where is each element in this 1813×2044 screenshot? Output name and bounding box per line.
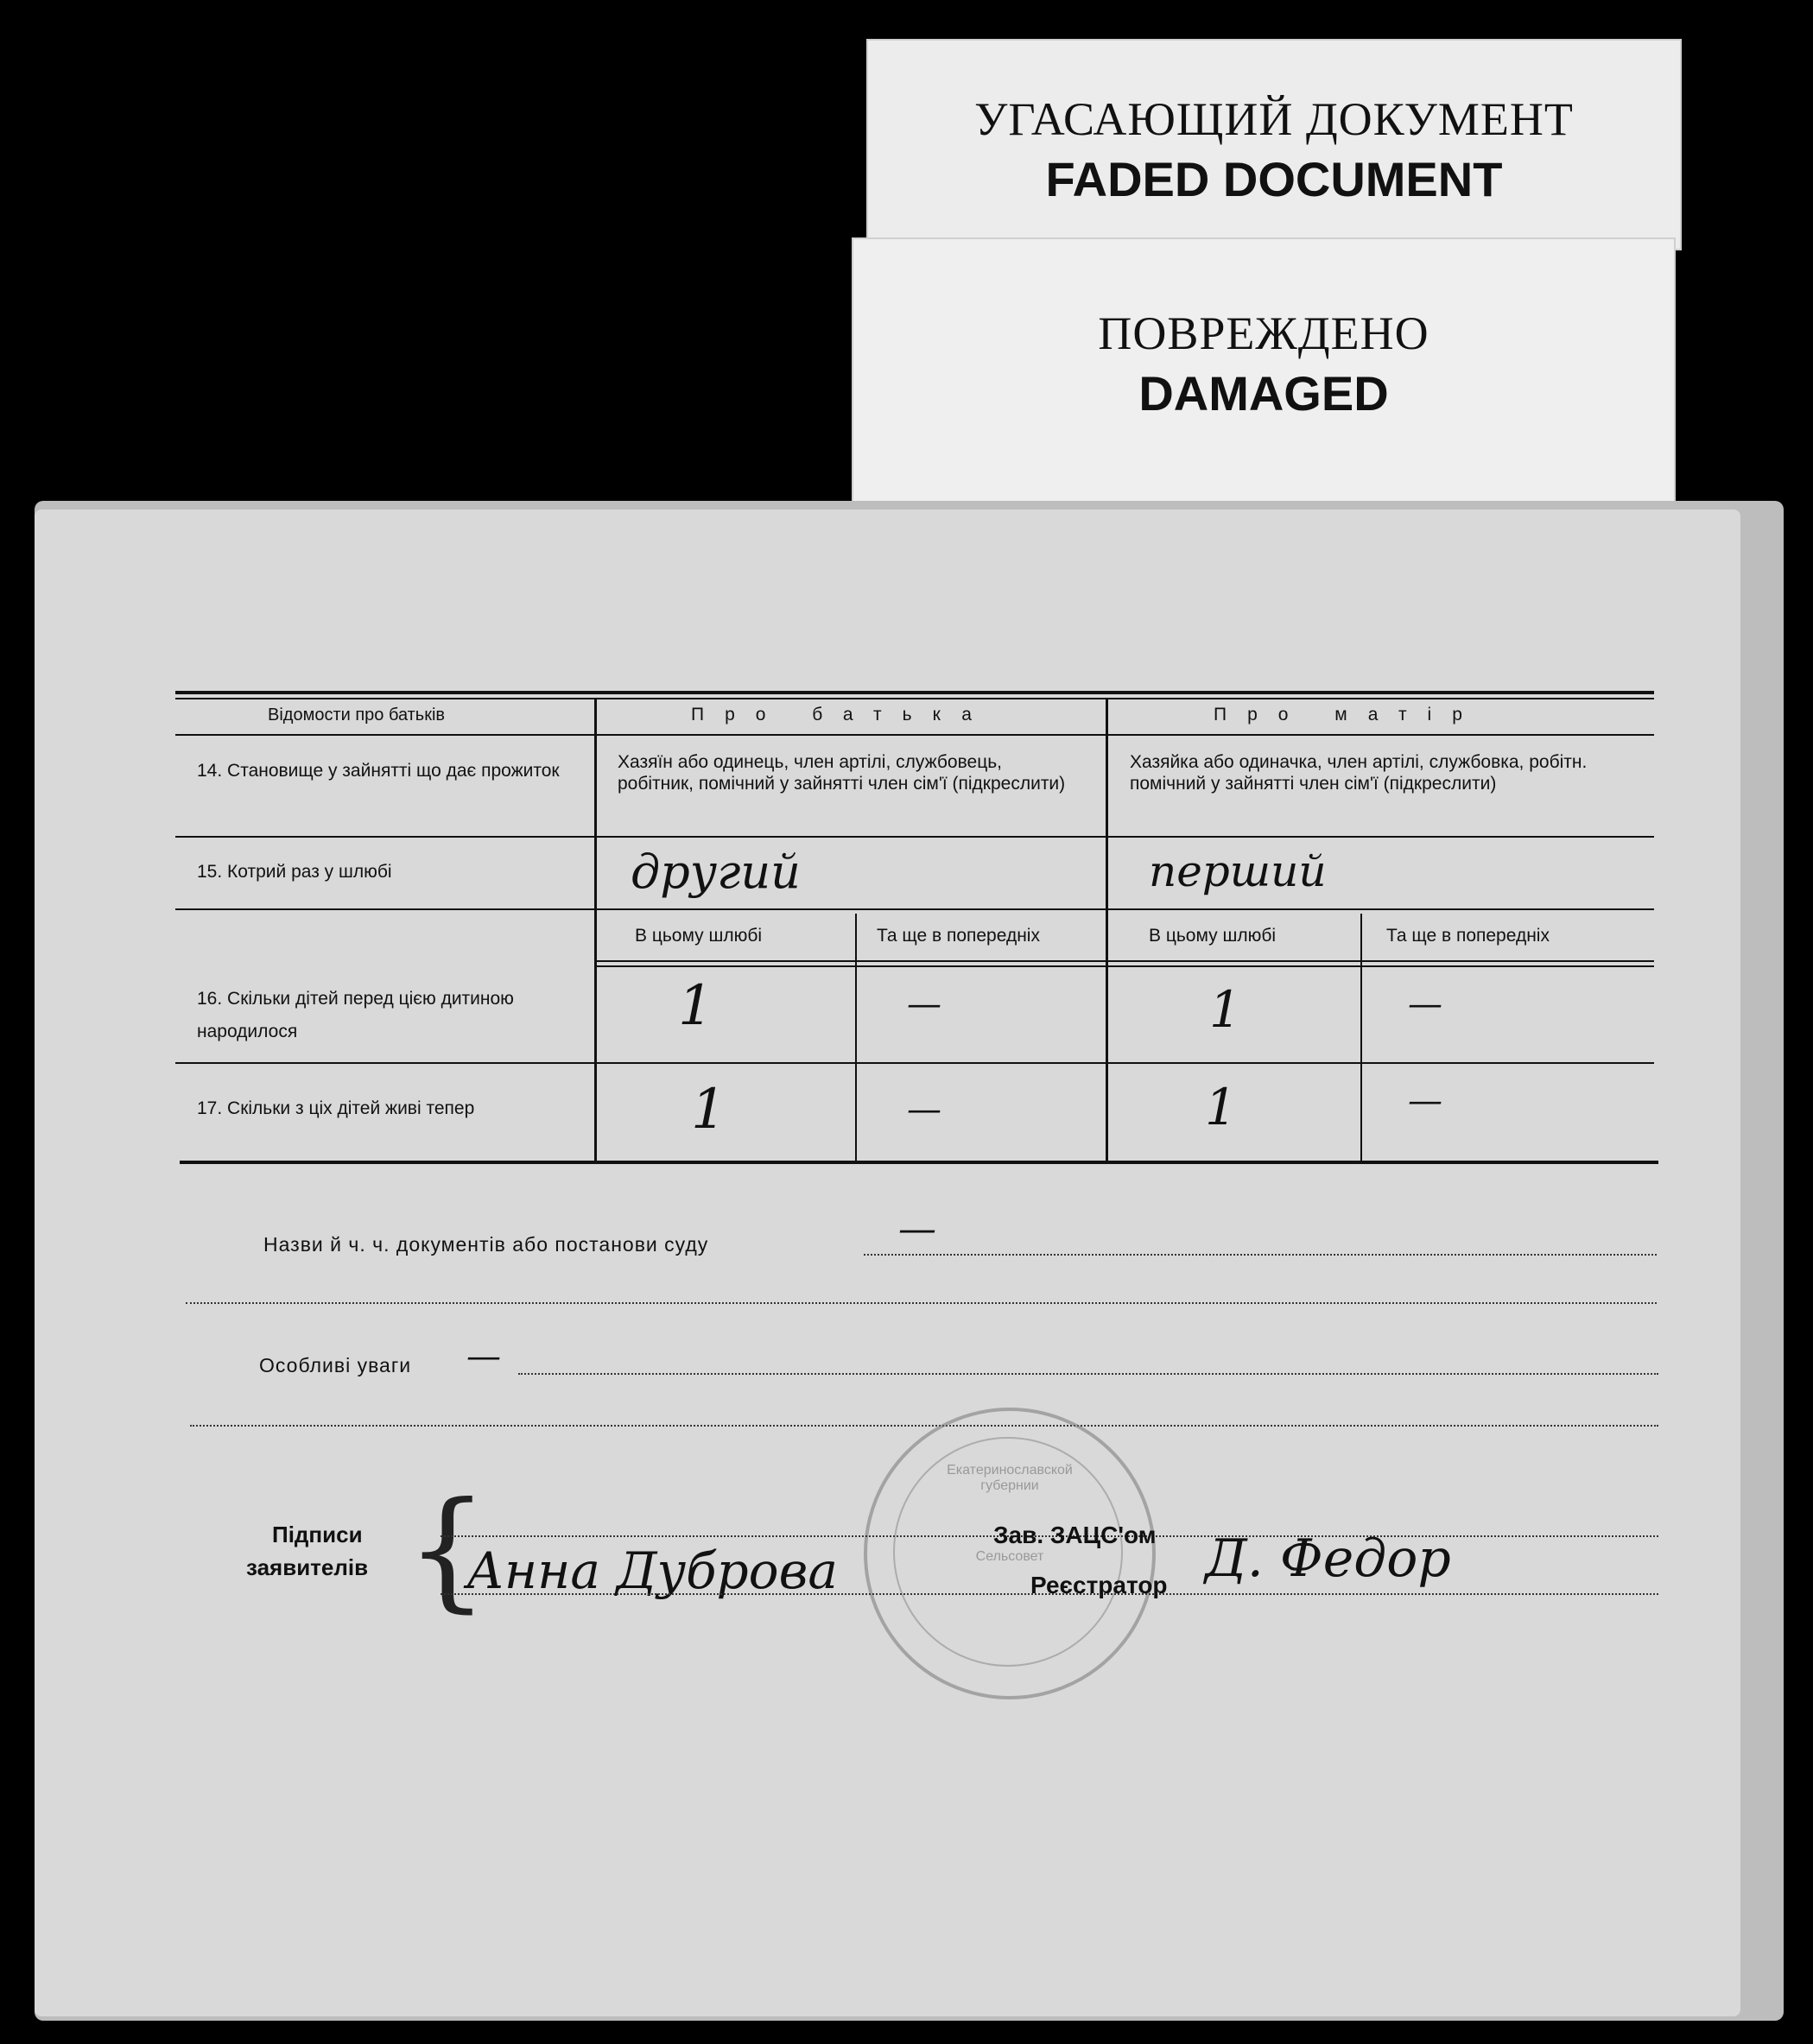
document-sheet — [35, 509, 1740, 2016]
table-bottom-rule — [180, 1161, 1658, 1164]
row16-mother-current: 1 — [1209, 980, 1241, 1039]
subheader-father-current: В цьому шлюбі — [635, 926, 763, 946]
row15-mother-value: перший — [1149, 846, 1327, 896]
notes-dotted-line-2 — [190, 1425, 1658, 1427]
faded-document-label — [866, 39, 1682, 250]
row15-rule — [175, 908, 1654, 910]
row14-father: Хазяїн або одинець, член артілі, службовець, робітник, помічний у зайнятті член сім'ї (підкреслити) — [618, 752, 1066, 794]
col-sep-father — [855, 914, 857, 1164]
table-top-rule — [175, 691, 1654, 694]
stamp-text-1: Екатеринославской губернии — [947, 1463, 1073, 1493]
row14-mother: Хазяйка або одиначка, член артілі, службовка, робітн. помічний у зайнятті член сім'ї (підкреслити) — [1130, 752, 1588, 794]
damaged-label-ru: ПОВРЕЖДЕНО — [1098, 307, 1429, 359]
row17-label: 17. Скільки з ціх дітей живі тепер — [197, 1098, 475, 1118]
row15-father-value: другий — [631, 845, 801, 899]
documents-dotted-line-2 — [186, 1302, 1657, 1304]
faded-label-ru: УГАСАЮЩИЙ ДОКУМЕНТ — [974, 93, 1574, 145]
row17-father-current: 1 — [691, 1078, 726, 1142]
documents-label: Назви й ч. ч. документів або постанови суду — [263, 1233, 709, 1256]
header-mother: Про матір — [1214, 705, 1483, 725]
header-father: Про батька — [691, 705, 992, 725]
parents-form — [35, 509, 1740, 2016]
col-sep-1 — [594, 698, 597, 1164]
stamp-text-2: Сельсовет — [975, 1549, 1044, 1564]
col-sep-2 — [1106, 698, 1108, 1164]
subheader-rule-2 — [596, 965, 1654, 967]
head-label: Зав. ЗАЦС'ом — [993, 1522, 1157, 1548]
row14-label: 14. Становище у зайнятті що дає прожиток — [197, 761, 560, 781]
subheader-father-previous: Та ще в попередніх — [877, 926, 1040, 946]
applicants-label-2: заявителів — [246, 1554, 369, 1580]
row16-father-current: 1 — [678, 974, 713, 1038]
notes-value: — — [466, 1337, 501, 1376]
subheader-mother-previous: Та ще в попередніх — [1386, 926, 1550, 946]
official-stamp — [864, 1408, 1156, 1699]
row16-father-previous: — — [907, 984, 941, 1024]
registrar-signature: Д. Федор — [1205, 1528, 1451, 1589]
header-info: Відомости про батьків — [268, 706, 446, 725]
row16-label: 16. Скільки дітей перед цією дитиною народилося — [197, 989, 514, 1041]
damaged-label-en: DAMAGED — [1138, 366, 1389, 421]
row17-mother-current: 1 — [1205, 1078, 1237, 1136]
documents-value: — — [898, 1207, 936, 1251]
subheader-rule — [596, 960, 1654, 962]
row17-mother-previous: — — [1408, 1081, 1442, 1121]
header-rule — [175, 734, 1654, 736]
subheader-mother-current: В цьому шлюбі — [1149, 926, 1277, 946]
signature-brace: { — [406, 1475, 489, 1625]
notes-dotted-line — [518, 1373, 1658, 1375]
faded-label-en: FADED DOCUMENT — [1045, 152, 1503, 206]
registrar-label: Реєстратор — [1030, 1572, 1168, 1598]
applicants-label-1: Підписи — [272, 1522, 363, 1547]
notes-label: Особливі уваги — [259, 1354, 412, 1376]
row15-label: 15. Котрий раз у шлюбі — [197, 862, 392, 882]
damaged-label — [852, 237, 1676, 514]
documents-dotted-line — [864, 1254, 1657, 1256]
row16-rule — [175, 1062, 1654, 1064]
col-sep-mother — [1360, 914, 1362, 1164]
row17-father-previous: — — [907, 1090, 941, 1130]
applicant-signature: Анна Дуброва — [466, 1541, 838, 1600]
table-top-rule-2 — [175, 698, 1654, 699]
row16-mother-previous: — — [1408, 984, 1442, 1024]
row14-rule — [175, 836, 1654, 838]
